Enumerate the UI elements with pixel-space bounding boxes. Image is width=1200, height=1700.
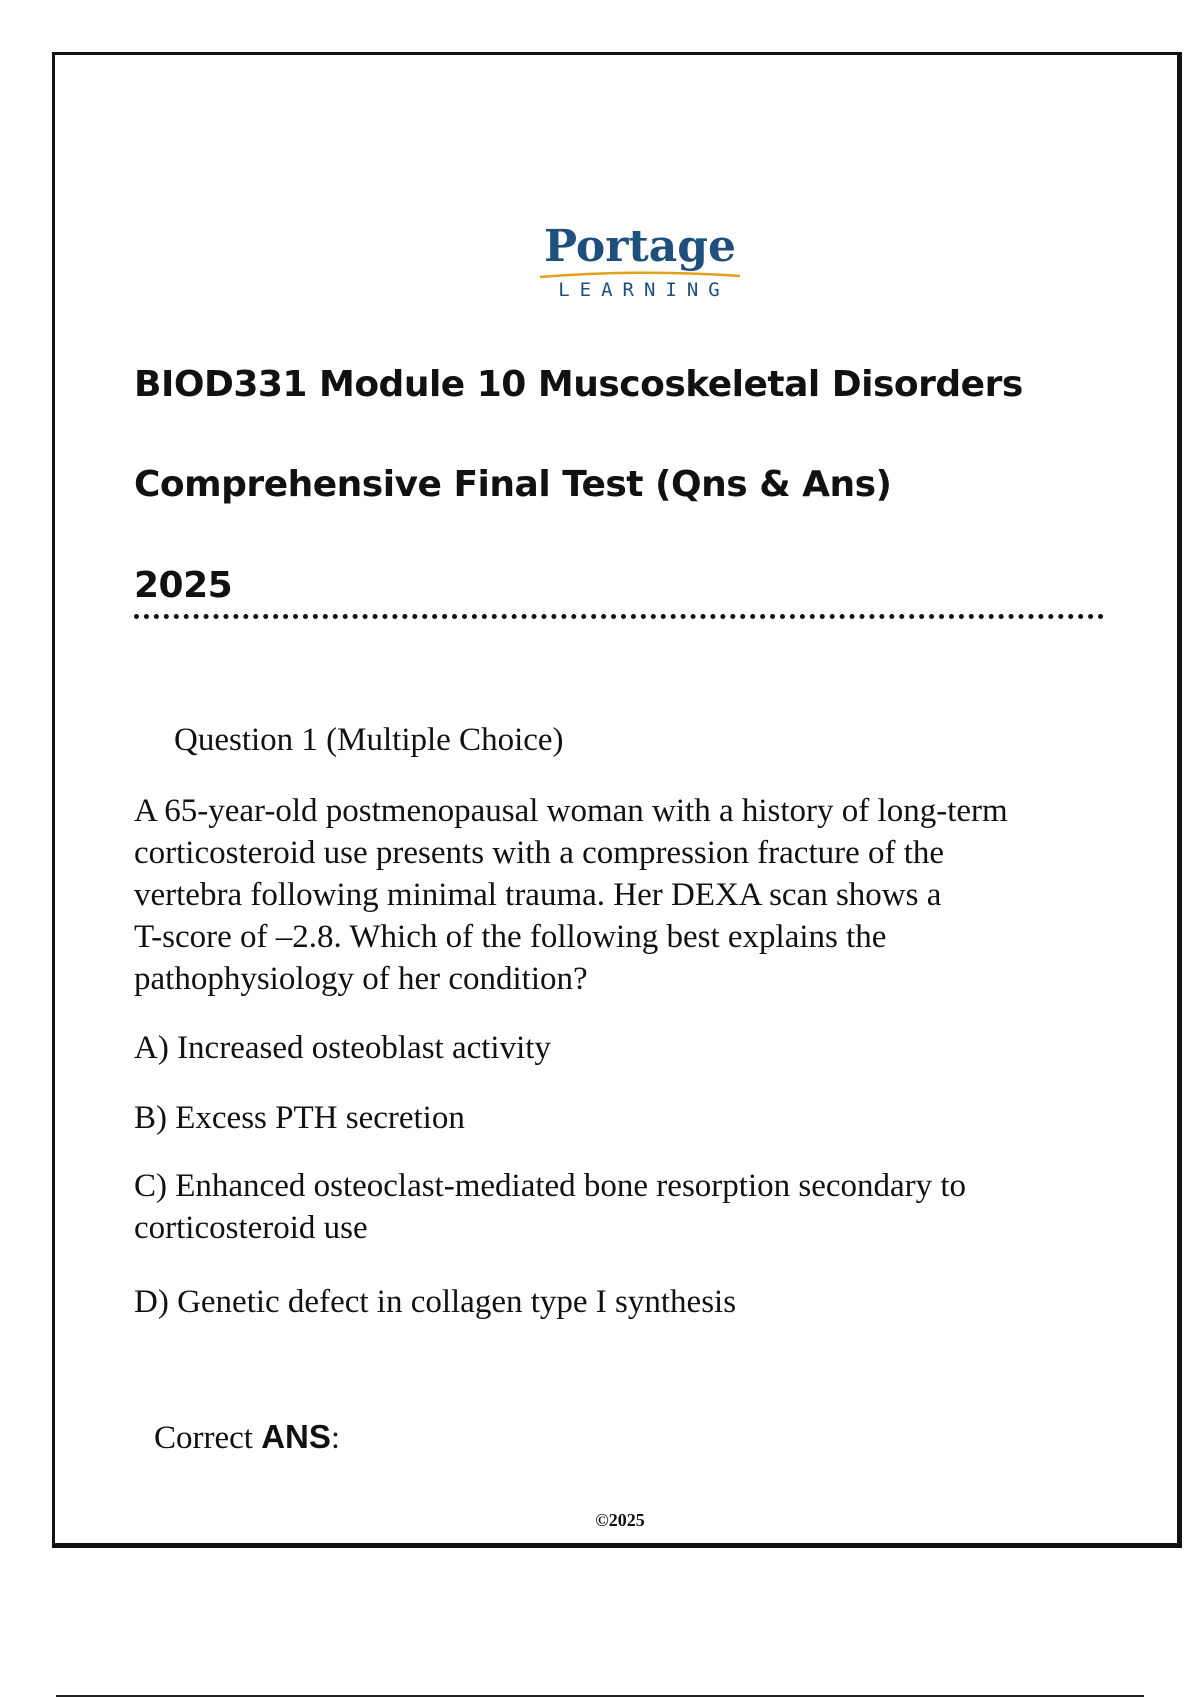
option-a: [134, 1027, 1124, 1069]
option-c: [134, 1165, 1124, 1249]
portage-learning-logo: [520, 221, 760, 301]
document-title-line-1: BIOD331 Module 10 Muscoskeletal Disorders: [134, 364, 1023, 405]
correct-answer-line: [154, 1418, 340, 1457]
answer-suffix: :: [330, 1420, 341, 1456]
question-heading: Question 1 (Multiple Choice): [174, 722, 564, 758]
document-title-year: 2025: [134, 565, 233, 606]
logo-wordmark: Portage: [543, 221, 737, 272]
question-stem-line: A 65-year-old postmenopausal woman with a history of long-term: [134, 793, 1008, 829]
question-stem-line: pathophysiology of her condition?: [134, 961, 588, 997]
next-page-edge: [56, 1695, 1144, 1697]
question-stem-line: T-score of –2.8. Which of the following best explains the: [134, 919, 887, 955]
answer-label: ANS: [261, 1418, 331, 1455]
option-a-text: A) Increased osteoblast activity: [134, 1030, 551, 1066]
title-divider: [134, 614, 1104, 619]
option-d: [134, 1281, 1124, 1323]
option-c-text-line-2: corticosteroid use: [134, 1210, 368, 1246]
option-b: [134, 1097, 1124, 1139]
option-d-text: D) Genetic defect in collagen type I synthesis: [134, 1284, 737, 1320]
logo-subtitle: LEARNING: [558, 279, 730, 301]
copyright-notice: ©2025: [595, 1510, 645, 1530]
question-stem: [134, 790, 1124, 1000]
document-title-line-2: Comprehensive Final Test (Qns & Ans): [134, 464, 892, 505]
answer-prefix: Correct: [154, 1420, 262, 1456]
question-stem-line: vertebra following minimal trauma. Her DEXA scan shows a: [134, 877, 942, 913]
question-stem-line: corticosteroid use presents with a compression fracture of the: [134, 835, 945, 871]
option-b-text: B) Excess PTH secretion: [134, 1100, 465, 1136]
option-c-text-line-1: C) Enhanced osteoclast-mediated bone resorption secondary to: [134, 1168, 967, 1204]
logo-swoosh-icon: [540, 271, 740, 279]
